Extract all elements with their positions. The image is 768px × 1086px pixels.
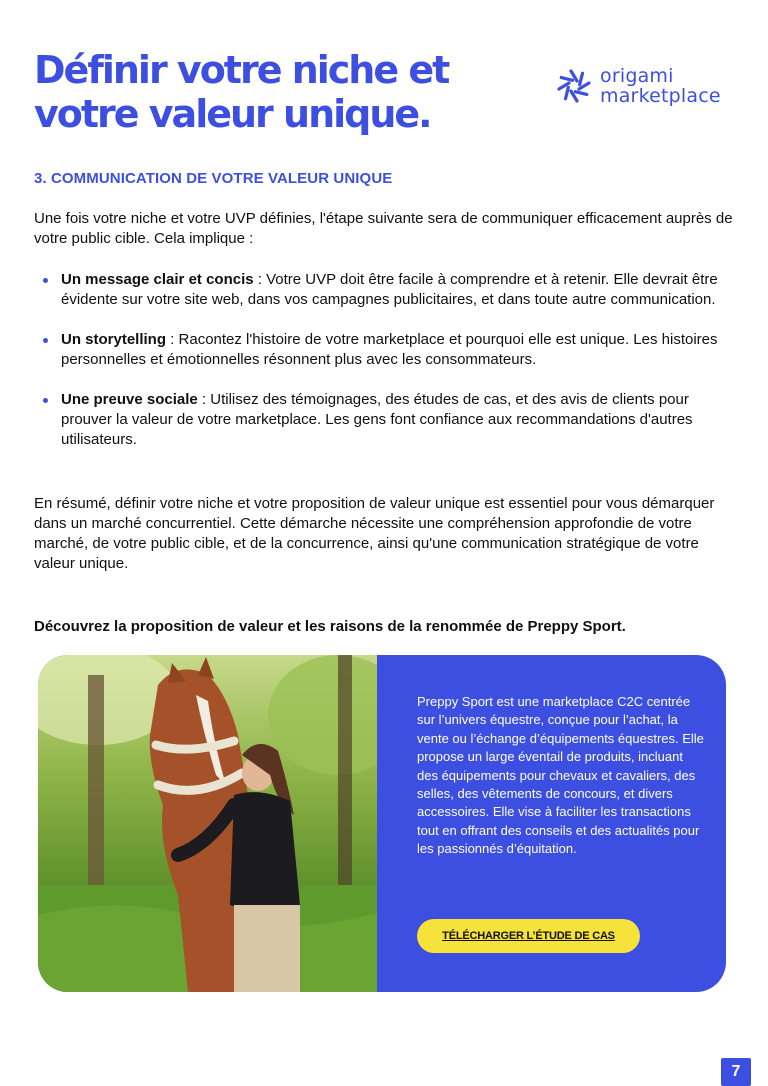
bullet-label: Une preuve sociale: [61, 391, 198, 408]
brand-logo[interactable]: [556, 66, 721, 106]
section-heading: 3. COMMUNICATION DE VOTRE VALEUR UNIQUE: [34, 170, 393, 187]
case-study-description: Preppy Sport est une marketplace C2C centrée sur l’univers équestre, conçue pour l’achat, la vente ou l’échange d’équipements équestres. Elle propose un large éventail de produits, incluant des équipements pour chevaux et cavaliers, des selles, des vêtements de concours, et divers accessoires. Elle vise à faciliter les transactions tout en offrant des conseils et des actualités pour les passionnés d’équitation.: [417, 694, 704, 857]
logo-line-1: origami: [600, 65, 674, 87]
case-study-photo: [38, 655, 377, 992]
case-study-title: Découvrez la proposition de valeur et les raisons de la renommée de Preppy Sport.: [34, 618, 626, 635]
logo-wordmark: [600, 66, 721, 106]
page-number: 7: [721, 1058, 751, 1086]
bullet-text: : Racontez l'histoire de votre marketplace et pourquoi elle est unique. Les histoires personnelles et émotionnelles résonnent plus avec les consommateurs.: [61, 331, 718, 368]
bullet-label: Un message clair et concis: [61, 271, 254, 288]
logo-line-2: marketplace: [600, 85, 721, 107]
case-study-card: [38, 655, 726, 992]
horse-rider-photo: [38, 655, 377, 992]
bullet-item: [34, 270, 734, 310]
bullet-item: [34, 330, 734, 370]
summary-paragraph: En résumé, définir votre niche et votre proposition de valeur unique est essentiel pour vous démarquer dans un marché concurrentiel. Cette démarche nécessite une compréhension approfondie de votre marché, de votre public cible, et de la concurrence, ainsi qu'une communication stratégique de votre valeur unique.: [34, 495, 715, 572]
bullet-label: Un storytelling: [61, 331, 167, 348]
bullet-text: : Votre UVP doit être facile à comprendre et à retenir. Elle devrait être évidente sur votre site web, dans vos campagnes publicitaires, et dans toute autre communication.: [61, 271, 718, 308]
download-case-study-button[interactable]: TÉLÉCHARGER L’ÉTUDE DE CAS: [417, 919, 640, 953]
origami-logo-icon: [556, 68, 592, 104]
bullet-item: [34, 390, 734, 450]
page-title: Définir votre niche et votre valeur unique.: [34, 48, 449, 136]
bullet-list: [34, 270, 734, 470]
intro-paragraph: Une fois votre niche et votre UVP définies, l'étape suivante sera de communiquer efficacement auprès de votre public cible. Cela implique :: [34, 210, 733, 247]
bullet-text: : Utilisez des témoignages, des études de cas, et des avis de clients pour prouver la valeur de votre marketplace. Les gens font confiance aux recommandations d'autres utilisateurs.: [61, 391, 693, 448]
